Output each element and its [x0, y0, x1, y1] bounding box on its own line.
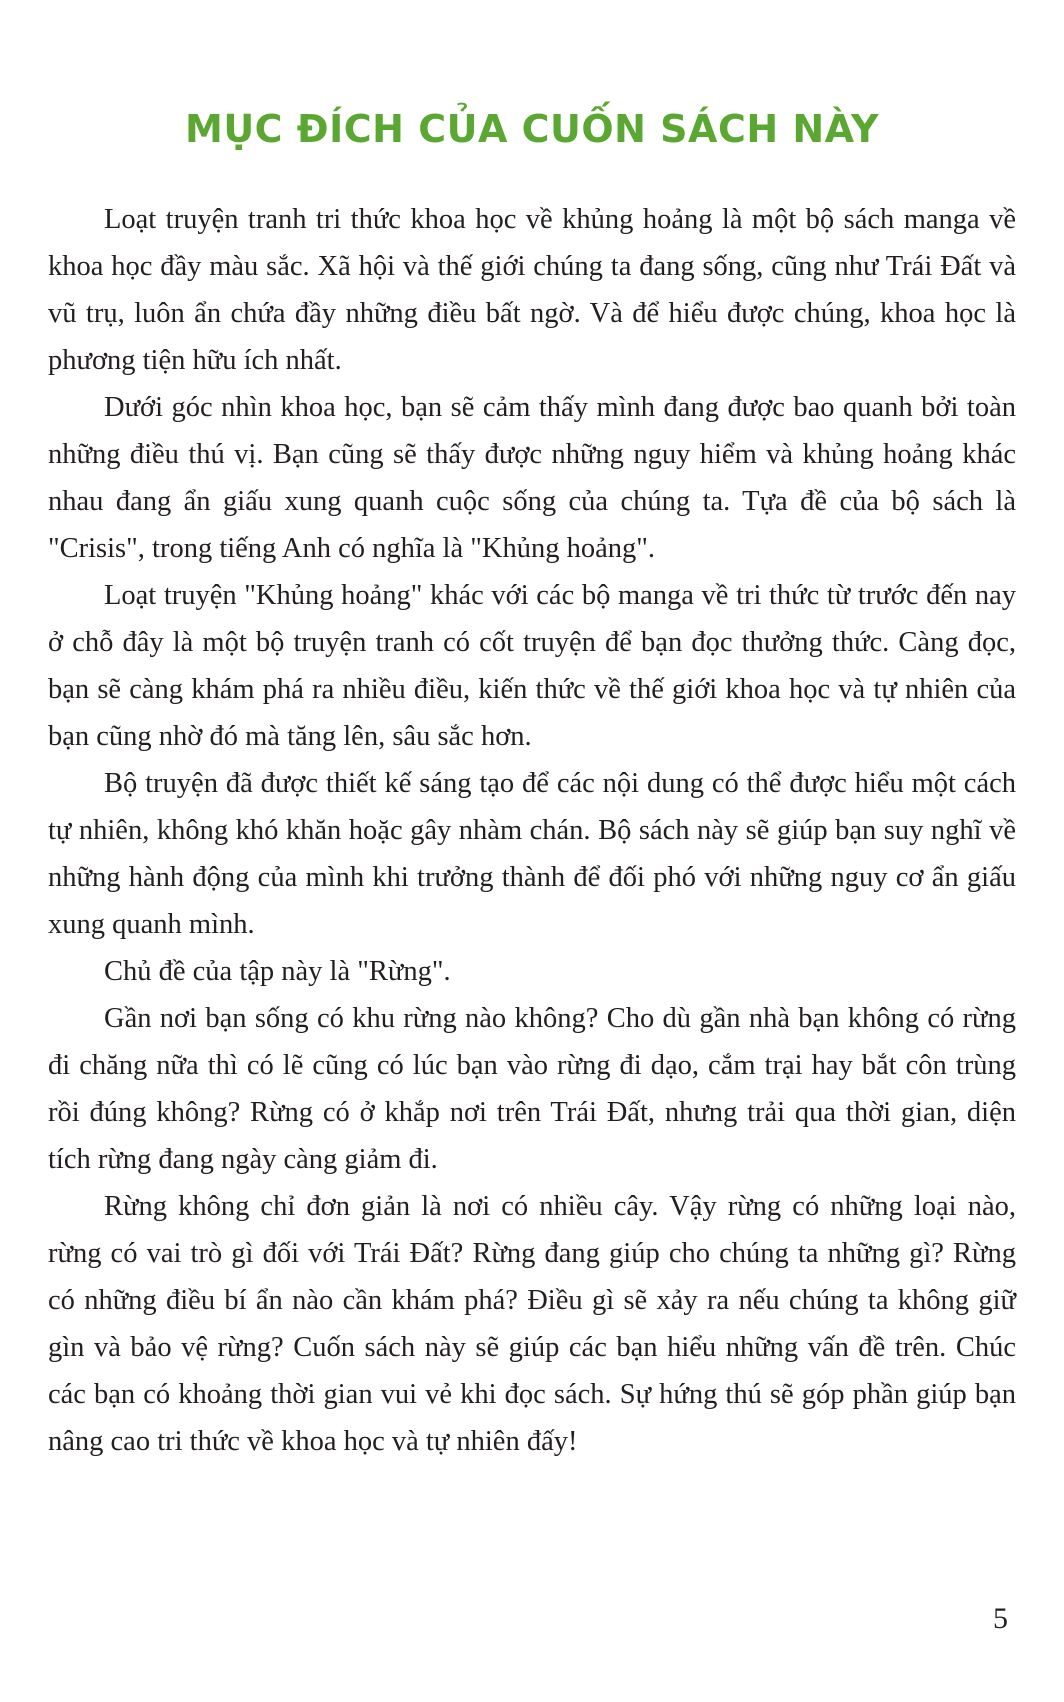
paragraph: Dưới góc nhìn khoa học, bạn sẽ cảm thấy mình đang được bao quanh bởi toàn những điều thú vị. Bạn cũng sẽ thấy được những nguy hiểm và khủng hoảng khác nhau đang ẩn giấu xung quanh cuộc sống của chúng ta. Tựa đề của bộ sách là "Crisis", trong tiếng Anh có nghĩa là "Khủng hoảng".	[48, 392, 1016, 564]
paragraph: Chủ đề của tập này là "Rừng".	[104, 956, 451, 987]
paragraph: Bộ truyện đã được thiết kế sáng tạo để các nội dung có thể được hiểu một cách tự nhiên, không khó khăn hoặc gây nhàm chán. Bộ sách này sẽ giúp bạn suy nghĩ về những hành động của mình khi trưởng thành để đối phó với những nguy cơ ẩn giấu xung quanh mình.	[48, 768, 1016, 940]
paragraph: Rừng không chỉ đơn giản là nơi có nhiều cây. Vậy rừng có những loại nào, rừng có vai trò gì đối với Trái Đất? Rừng đang giúp cho chúng ta những gì? Rừng có những điều bí ẩn nào cần khám phá? Điều gì sẽ xảy ra nếu chúng ta không giữ gìn và bảo vệ rừng? Cuốn sách này sẽ giúp các bạn hiểu những vấn đề trên. Chúc các bạn có khoảng thời gian vui vẻ khi đọc sách. Sự hứng thú sẽ góp phần giúp bạn nâng cao tri thức về khoa học và tự nhiên đấy!	[48, 1191, 1016, 1457]
page-number: 5	[993, 1602, 1008, 1635]
paragraph: Gần nơi bạn sống có khu rừng nào không? Cho dù gần nhà bạn không có rừng đi chăng nữa thì có lẽ cũng có lúc bạn vào rừng đi dạo, cắm trại hay bắt côn trùng rồi đúng không? Rừng có ở khắp nơi trên Trái Đất, nhưng trải qua thời gian, diện tích rừng đang ngày càng giảm đi.	[48, 1003, 1016, 1175]
paragraph: Loạt truyện "Khủng hoảng" khác với các bộ manga về tri thức từ trước đến nay ở chỗ đây là một bộ truyện tranh có cốt truyện để bạn đọc thưởng thức. Càng đọc, bạn sẽ càng khám phá ra nhiều điều, kiến thức về thế giới khoa học và tự nhiên của bạn cũng nhờ đó mà tăng lên, sâu sắc hơn.	[48, 580, 1016, 752]
paragraph: Loạt truyện tranh tri thức khoa học về khủng hoảng là một bộ sách manga về khoa học đầy màu sắc. Xã hội và thế giới chúng ta đang sống, cũng như Trái Đất và vũ trụ, luôn ẩn chứa đầy những điều bất ngờ. Và để hiểu được chúng, khoa học là phương tiện hữu ích nhất.	[48, 204, 1016, 376]
page-title: MỤC ĐÍCH CỦA CUỐN SÁCH NÀY	[185, 107, 879, 152]
body-text-block	[48, 196, 1016, 1465]
